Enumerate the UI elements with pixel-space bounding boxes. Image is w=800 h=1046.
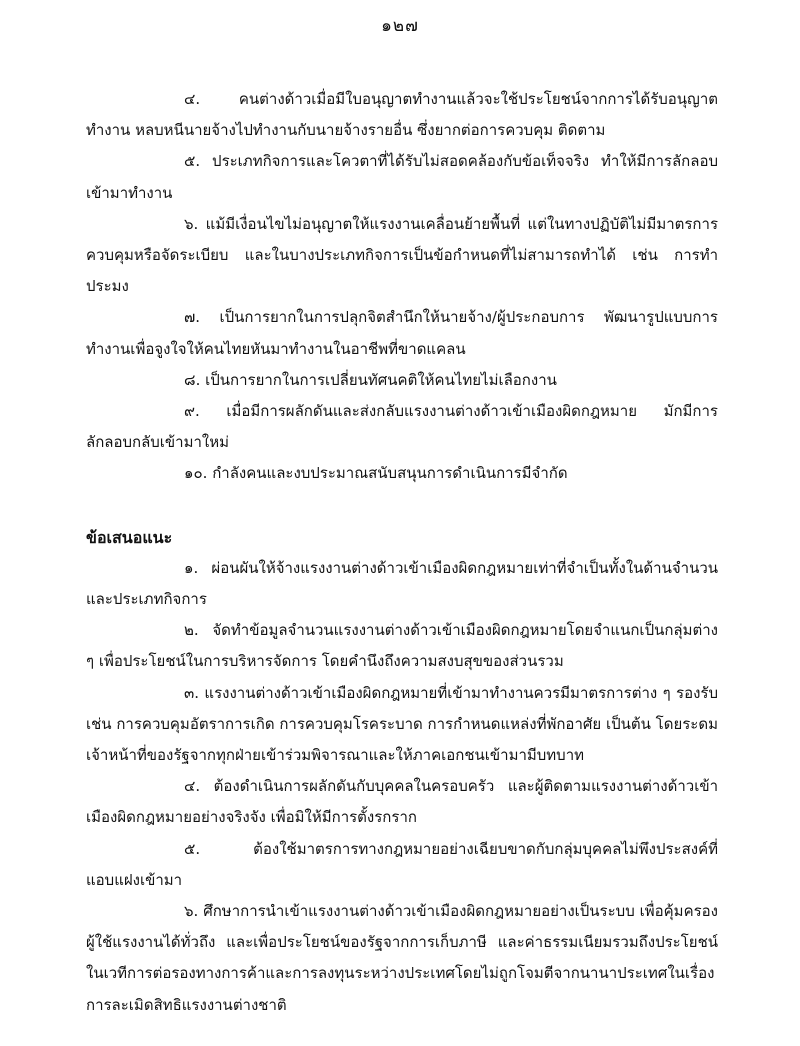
document-body xyxy=(86,84,718,1021)
problem-item: ๑๐. กำลังคนและงบประมาณสนับสนุนการดำเนินการมีจำกัด xyxy=(184,464,568,483)
section-heading: ข้อเสนอแนะ xyxy=(86,527,173,547)
recommendation-item: ๕. ต้องใช้มาตรการทางกฎหมายอย่างเฉียบขาดกับกลุ่มบุคคลไม่พึงประสงค์ที่แอบแฝงเข้ามา xyxy=(86,839,718,889)
page-number: ๑๒๗ xyxy=(381,16,419,36)
recommendation-item: ๖. ศึกษาการนำเข้าแรงงานต่างด้าวเข้าเมืองผิดกฎหมายอย่างเป็นระบบ เพื่อคุ้มครองผู้ใช้แรงงานได้ทั่วถึง และเพื่อประโยชน์ของรัฐจากการเก็บภาษี และค่าธรรมเนียมรวมถึงประโยชน์ในเวทีการต่อรองทางการค้าและการลงทุนระหว่างประเทศโดยไม่ถูกโจมตีจากนานาประเทศในเรื่องการละเมิดสิทธิแรงงานต่างชาติ xyxy=(86,902,718,1014)
problem-item: ๕. ประเภทกิจการและโควตาที่ได้รับไม่สอดคล้องกับข้อเท็จจริง ทำให้มีการลักลอบเข้ามาทำงาน xyxy=(86,152,718,202)
recommendation-item: ๑. ผ่อนผันให้จ้างแรงงานต่างด้าวเข้าเมืองผิดกฎหมายเท่าที่จำเป็นทั้งในด้านจำนวนและประเภทกิจการ xyxy=(86,558,718,609)
problem-item: ๙. เมื่อมีการผลักดันและส่งกลับแรงงานต่างด้าวเข้าเมืองผิดกฎหมาย มักมีการลักลอบกลับเข้ามาใหม่ xyxy=(86,402,718,452)
recommendation-item: ๓. แรงงานต่างด้าวเข้าเมืองผิดกฎหมายที่เข้ามาทำงานควรมีมาตรการต่าง ๆ รองรับ เช่น การควบคุมอัตราการเกิด การควบคุมโรคระบาด การกำหนดแหล่งที่พักอาศัย เป็นต้น โดยระดมเจ้าหน้าที่ของรัฐจากทุกฝ่ายเข้าร่วมพิจารณาและให้ภาคเอกชนเข้ามามีบทบาท xyxy=(86,683,718,765)
problem-item: ๘. เป็นการยากในการเปลี่ยนทัศนคติให้คนไทยไม่เลือกงาน xyxy=(184,370,557,389)
problem-item: ๗. เป็นการยากในการปลุกจิตสำนึกให้นายจ้าง/ผู้ประกอบการ พัฒนารูปแบบการทำงานเพื่อจูงใจให้คนไทยหันมาทำงานในอาชีพที่ขาดแคลน xyxy=(86,308,718,358)
recommendation-item: ๔. ต้องดำเนินการผลักดันกับบุคคลในครอบครัว และผู้ติดตามแรงงานต่างด้าวเข้าเมืองผิดกฎหมายอย่างจริงจัง เพื่อมิให้มีการตั้งรกราก xyxy=(86,777,718,827)
recommendation-item: ๒. จัดทำข้อมูลจำนวนแรงงานต่างด้าวเข้าเมืองผิดกฎหมายโดยจำแนกเป็นกลุ่มต่าง ๆ เพื่อประโยชน์ในการบริหารจัดการ โดยคำนึงถึงความสงบสุขของส่วนรวม xyxy=(86,621,718,671)
problem-item: ๔. คนต่างด้าวเมื่อมีใบอนุญาตทำงานแล้วจะใช้ประโยชน์จากการได้รับอนุญาตทำงาน หลบหนีนายจ้างไปทำงานกับนายจ้างรายอื่น ซึ่งยากต่อการควบคุม ติดตาม xyxy=(86,90,718,140)
problem-item: ๖. แม้มีเงื่อนไขไม่อนุญาตให้แรงงานเคลื่อนย้ายพื้นที่ แต่ในทางปฏิบัติไม่มีมาตรการควบคุมหรือจัดระเบียบ และในบางประเภทกิจการเป็นข้อกำหนดที่ไม่สามารถทำได้ เช่น การทำประมง xyxy=(86,214,718,296)
